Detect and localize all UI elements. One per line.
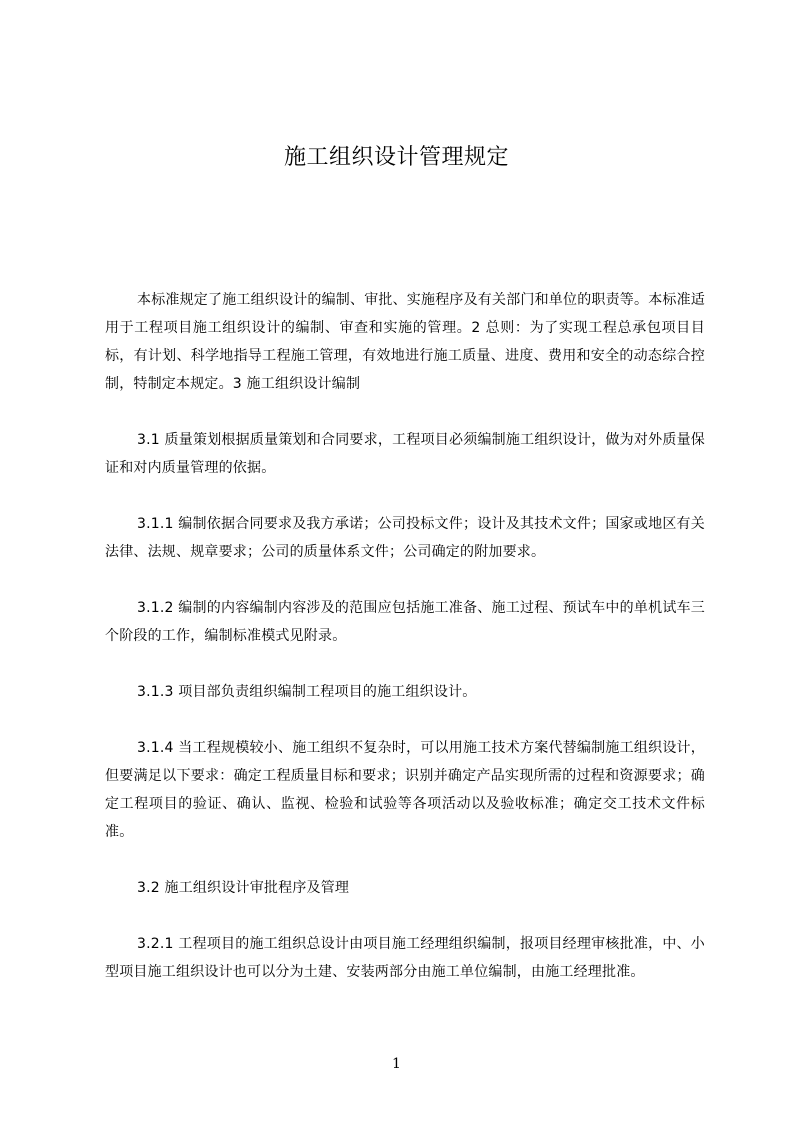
paragraph-scope: 本标准规定了施工组织设计的编制、审批、实施程序及有关部门和单位的职责等。本标准适用于工程项目施工组织设计的编制、审查和实施的管理。2 总则：为了实现工程总承包项目目标，有计划、科学地指导工程施工管理，有效地进行施工质量、进度、费用和安全的动态综合控制，特制定本规定。3 施工组织设计编制 [105, 292, 705, 392]
paragraph-3-1-4: 3.1.4 当工程规模较小、施工组织不复杂时，可以用施工技术方案代替编制施工组织设计，但要满足以下要求：确定工程质量目标和要求；识别并确定产品实现所需的过程和资源要求；确定工程项目的验证、确认、监视、检验和试验等各项活动以及验收标准；确定交工技术文件标准。 [105, 740, 705, 840]
page-number: 1 [392, 1056, 401, 1072]
paragraph-3-1-1: 3.1.1 编制依据合同要求及我方承诺；公司投标文件；设计及其技术文件；国家或地区有关法律、法规、规章要求；公司的质量体系文件；公司确定的附加要求。 [105, 516, 705, 560]
paragraph-3-1-3: 3.1.3 项目部负责组织编制工程项目的施工组织设计。 [137, 684, 477, 700]
paragraph-3-2: 3.2 施工组织设计审批程序及管理 [137, 880, 350, 896]
document-body [105, 286, 705, 1014]
paragraph-3-1-2: 3.1.2 编制的内容编制内容涉及的范围应包括施工准备、施工过程、预试车中的单机试车三个阶段的工作，编制标准模式见附录。 [105, 600, 705, 644]
document-title: 施工组织设计管理规定 [283, 145, 509, 170]
paragraph-3-1: 3.1 质量策划根据质量策划和合同要求，工程项目必须编制施工组织设计，做为对外质量保证和对内质量管理的依据。 [105, 432, 705, 476]
paragraph-3-2-1: 3.2.1 工程项目的施工组织总设计由项目施工经理组织编制，报项目经理审核批准，中、小型项目施工组织设计也可以分为土建、安装两部分由施工单位编制，由施工经理批准。 [105, 936, 705, 980]
